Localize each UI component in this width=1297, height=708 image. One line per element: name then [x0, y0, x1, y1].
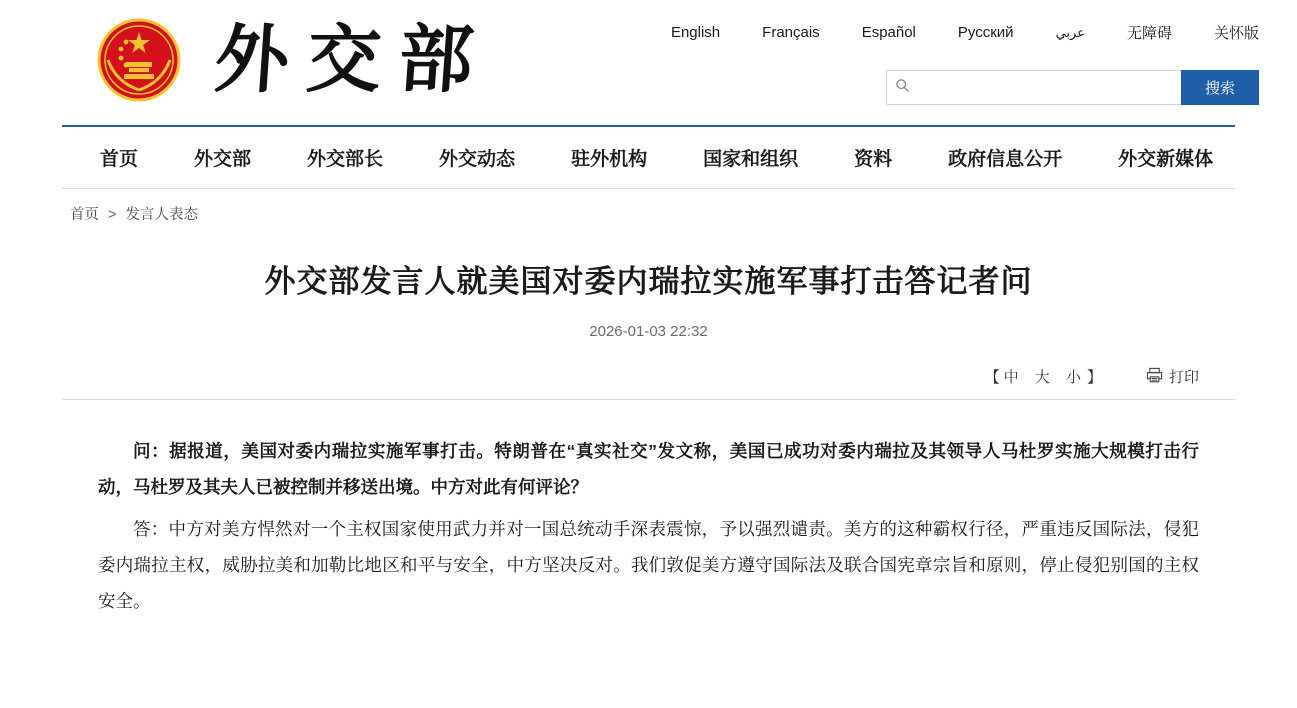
breadcrumb-current[interactable]: 发言人表态 — [125, 207, 199, 223]
site-header — [0, 0, 1297, 125]
accessibility-link[interactable]: 无障碍 — [1126, 25, 1172, 42]
nav-item-resources[interactable]: 资料 — [854, 149, 893, 170]
font-size-small[interactable]: 小 — [1065, 369, 1083, 386]
nav-item-countries[interactable]: 国家和组织 — [703, 149, 799, 170]
nav-item-home[interactable]: 首页 — [100, 149, 139, 170]
main-nav — [62, 127, 1235, 189]
nav-item-minister[interactable]: 外交部长 — [307, 149, 384, 170]
breadcrumb-separator: > — [108, 207, 117, 223]
search-input[interactable] — [916, 79, 1173, 97]
nav-item-new-media[interactable]: 外交新媒体 — [1118, 149, 1214, 170]
language-bar — [650, 22, 1259, 43]
site-logo[interactable] — [211, 8, 495, 112]
article-tools — [62, 366, 1235, 387]
lang-link-english[interactable]: English — [670, 24, 721, 41]
lang-link-arabic[interactable]: عربي — [1055, 24, 1085, 40]
breadcrumb-home[interactable]: 首页 — [70, 207, 99, 223]
breadcrumb — [62, 203, 1235, 224]
print-button[interactable] — [1146, 366, 1199, 387]
article-paragraph-question: 问：据报道，美国对委内瑞拉实施军事打击。特朗普在“真实社交”发文称，美国已成功对委内瑞拉及其领导人马杜罗实施大规模打击行动，马杜罗及其夫人已被控制并移送出境。中方对此有何评论？ — [98, 441, 1199, 497]
bracket-right: 】 — [1086, 369, 1102, 386]
page-title: 外交部发言人就美国对委内瑞拉实施军事打击答记者问 — [264, 264, 1033, 299]
lang-link-russian[interactable]: Русский — [957, 24, 1014, 41]
national-emblem-icon — [88, 10, 190, 112]
font-size-large[interactable]: 大 — [1034, 369, 1052, 386]
nav-item-news[interactable]: 外交动态 — [439, 149, 516, 170]
article-date: 2026-01-03 22:32 — [589, 323, 708, 340]
care-version-link[interactable]: 关怀版 — [1213, 25, 1259, 42]
nav-item-government-info[interactable]: 政府信息公开 — [948, 149, 1063, 170]
printer-icon — [1146, 367, 1163, 387]
search-box[interactable] — [886, 70, 1181, 105]
nav-item-missions[interactable]: 驻外机构 — [571, 149, 648, 170]
site-logo-text: 外交部 — [211, 17, 495, 103]
content-divider — [62, 399, 1235, 400]
font-size-medium[interactable]: 中 — [1003, 369, 1021, 386]
lang-link-francais[interactable]: Français — [762, 24, 820, 41]
search-icon — [895, 78, 910, 98]
article-body — [62, 434, 1235, 619]
search-area — [886, 70, 1259, 105]
search-button[interactable]: 搜索 — [1181, 70, 1259, 105]
bracket-left: 【 — [984, 369, 1000, 386]
article-paragraph-answer: 答：中方对美方悍然对一个主权国家使用武力并对一国总统动手深表震惊，予以强烈谴责。美方的这种霸权行径，严重违反国际法，侵犯委内瑞拉主权，威胁拉美和加勒比地区和平与安全，中方坚决反对。我们敦促美方遵守国际法及联合国宪章宗旨和原则，停止侵犯别国的主权安全。 — [98, 518, 1199, 611]
article — [62, 256, 1235, 619]
lang-link-espanol[interactable]: Español — [861, 24, 916, 41]
nav-item-ministry[interactable]: 外交部 — [194, 149, 252, 170]
print-label: 打印 — [1168, 369, 1199, 386]
